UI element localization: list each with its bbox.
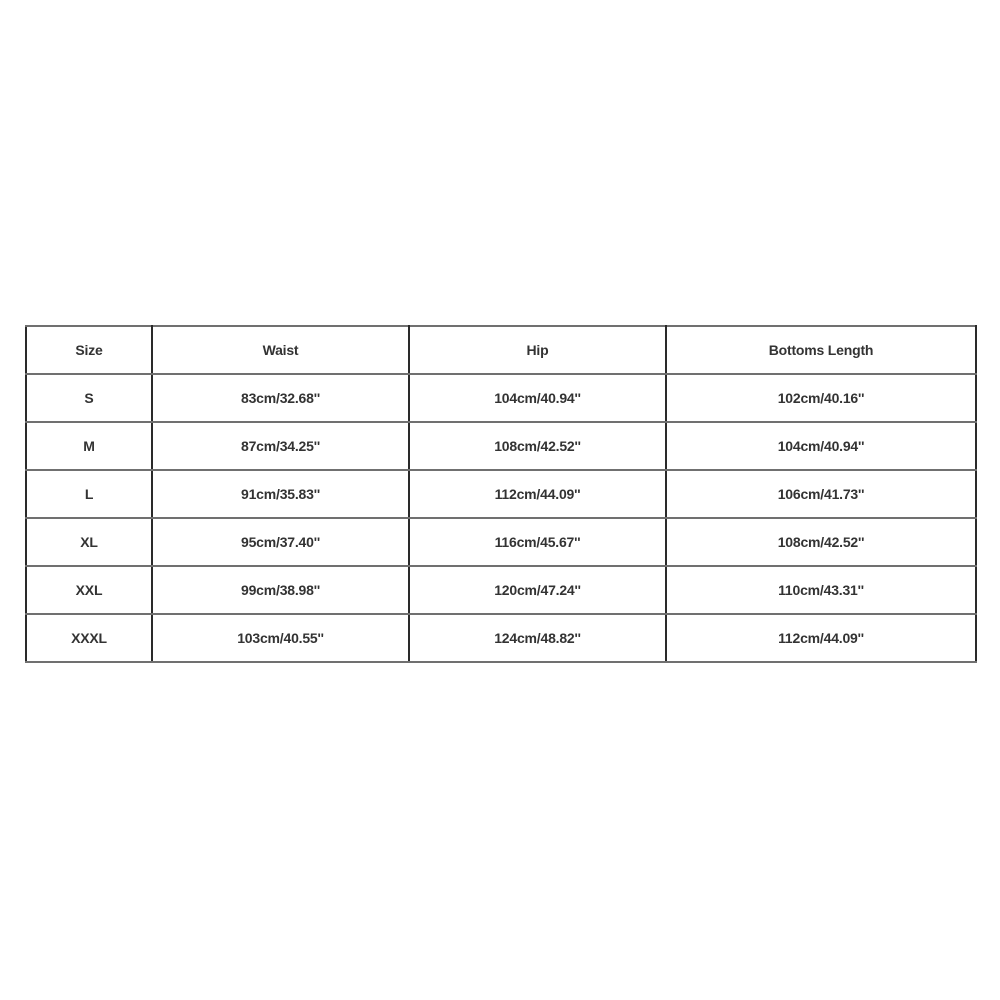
header-bottoms-length: Bottoms Length [666,326,976,374]
table-row [26,470,976,518]
cell-bottoms-length: 108cm/42.52'' [666,518,976,566]
cell-waist: 95cm/37.40'' [152,518,409,566]
size-chart-table [25,325,977,663]
table-row [26,566,976,614]
header-row [26,326,976,374]
cell-bottoms-length: 106cm/41.73'' [666,470,976,518]
cell-size: XXXL [26,614,152,662]
cell-hip: 104cm/40.94'' [409,374,666,422]
table-row [26,374,976,422]
header-hip: Hip [409,326,666,374]
cell-bottoms-length: 110cm/43.31'' [666,566,976,614]
cell-size: L [26,470,152,518]
cell-hip: 112cm/44.09'' [409,470,666,518]
header-waist: Waist [152,326,409,374]
cell-size: S [26,374,152,422]
header-size: Size [26,326,152,374]
cell-waist: 91cm/35.83'' [152,470,409,518]
cell-size: M [26,422,152,470]
cell-hip: 116cm/45.67'' [409,518,666,566]
cell-bottoms-length: 104cm/40.94'' [666,422,976,470]
cell-size: XL [26,518,152,566]
cell-hip: 108cm/42.52'' [409,422,666,470]
cell-hip: 124cm/48.82'' [409,614,666,662]
table-row [26,422,976,470]
cell-waist: 83cm/32.68'' [152,374,409,422]
table-row [26,518,976,566]
table-row [26,614,976,662]
cell-size: XXL [26,566,152,614]
cell-bottoms-length: 112cm/44.09'' [666,614,976,662]
size-chart-header [26,326,976,374]
cell-waist: 103cm/40.55'' [152,614,409,662]
cell-waist: 99cm/38.98'' [152,566,409,614]
size-chart-body [26,374,976,662]
cell-waist: 87cm/34.25'' [152,422,409,470]
cell-hip: 120cm/47.24'' [409,566,666,614]
cell-bottoms-length: 102cm/40.16'' [666,374,976,422]
